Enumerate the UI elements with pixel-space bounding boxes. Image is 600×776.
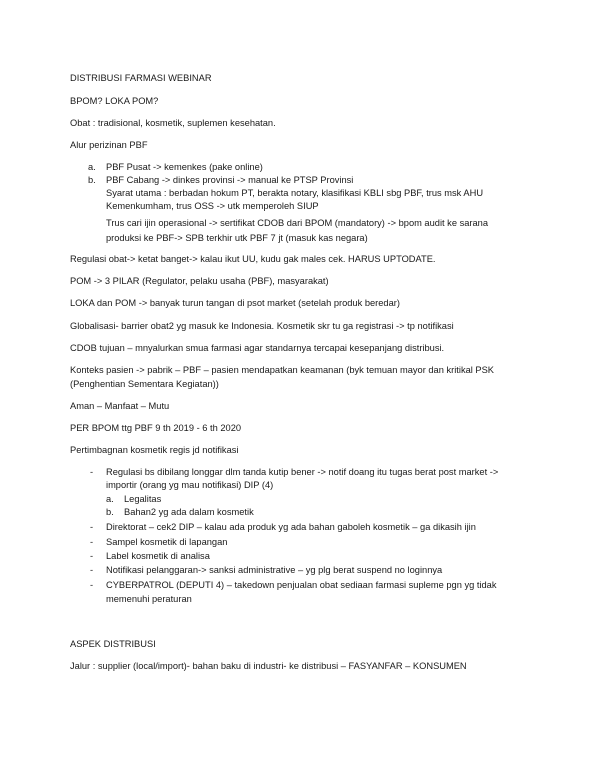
dash-bullet: - [90, 551, 94, 561]
bullet-text: Notifikasi pelanggaran-> sanksi administrative – yg plg berat suspend no loginnya [106, 565, 443, 575]
list-item-text: PBF Pusat -> kemenkes (pake online) [106, 162, 263, 172]
aman-line: Aman – Manfaat – Mutu [70, 401, 170, 411]
obat-line: Obat : tradisional, kosmetik, suplemen kesehatan. [70, 118, 276, 128]
list-item-text: Syarat utama : berbadan hokum PT, berakta notary, klasifikasi KBLI sbg PBF, trus msk AHU [106, 188, 484, 198]
bullet-text: Label kosmetik di analisa [106, 551, 210, 561]
list-marker: a. [88, 162, 96, 172]
list-marker: b. [88, 175, 96, 185]
loka-line: LOKA dan POM -> banyak turun tangan di psot market (setelah produk beredar) [70, 298, 400, 308]
list-item-text: Kemenkumham, trus OSS -> utk memperoleh SIUP [106, 201, 319, 211]
globalisasi-line: Globalisasi- barrier obat2 yg masuk ke Indonesia. Kosmetik skr tu ga registrasi -> tp notifikasi [70, 321, 454, 331]
dash-bullet: - [90, 565, 94, 575]
list-item-text: Trus cari ijin operasional -> sertifikat CDOB dari BPOM (mandatory) -> bpom audit ke sarana [106, 218, 489, 228]
alur-heading: Alur perizinan PBF [70, 140, 148, 150]
bullet-text: Direktorat – cek2 DIP – kalau ada produk yg ada bahan gaboleh kosmetik – ga dikasih ijin [106, 522, 476, 532]
jalur-line: Jalur : supplier (local/import)- bahan baku di industri- ke distribusi – FASYANFAR – KONSUMEN [70, 661, 467, 671]
sub-list-marker: b. [106, 507, 114, 517]
pom-pilar-line: POM -> 3 PILAR (Regulator, pelaku usaha (PBF), masyarakat) [70, 276, 329, 286]
bullet-text: importir (orang yg mau notifikasi) DIP (4) [106, 480, 274, 490]
dash-bullet: - [90, 467, 94, 477]
sub-list-text: Bahan2 yg ada dalam kosmetik [124, 507, 254, 517]
bullet-text: CYBERPATROL (DEPUTI 4) – takedown penjualan obat sediaan farmasi supleme pgn yg tidak [106, 580, 497, 590]
dash-bullet: - [90, 580, 94, 590]
list-item-text: produksi ke PBF-> SPB terkhir utk PBF 7 jt (masuk kas negara) [106, 233, 368, 243]
question-line: BPOM? LOKA POM? [70, 96, 159, 106]
aspek-heading: ASPEK DISTRIBUSI [70, 639, 156, 649]
list-item-text: PBF Cabang -> dinkes provinsi -> manual ke PTSP Provinsi [106, 175, 354, 185]
konteks-line-1: Konteks pasien -> pabrik – PBF – pasien mendapatkan keamanan (byk temuan mayor dan kritikal PSK [70, 365, 495, 375]
bullet-text: Regulasi bs dibilang longgar dlm tanda kutip bener -> notif doang itu tugas berat post market -> [106, 467, 499, 477]
pertimbangan-line: Pertimbagnan kosmetik regis jd notifikasi [70, 445, 239, 455]
bullet-text: Sampel kosmetik di lapangan [106, 537, 228, 547]
per-bpom-line: PER BPOM ttg PBF 9 th 2019 - 6 th 2020 [70, 423, 242, 433]
cdob-line: CDOB tujuan – mnyalurkan smua farmasi agar standarnya tercapai kesepanjang distribusi. [70, 343, 445, 353]
doc-title: DISTRIBUSI FARMASI WEBINAR [70, 73, 212, 83]
dash-bullet: - [90, 537, 94, 547]
bullet-text: memenuhi peraturan [106, 594, 192, 604]
dash-bullet: - [90, 522, 94, 532]
regulasi-line: Regulasi obat-> ketat banget-> kalau ikut UU, kudu gak males cek. HARUS UPTODATE. [70, 254, 436, 264]
sub-list-text: Legalitas [124, 494, 162, 504]
sub-list-marker: a. [106, 494, 114, 504]
konteks-line-2: (Penghentian Sementara Kegiatan)) [70, 379, 219, 389]
